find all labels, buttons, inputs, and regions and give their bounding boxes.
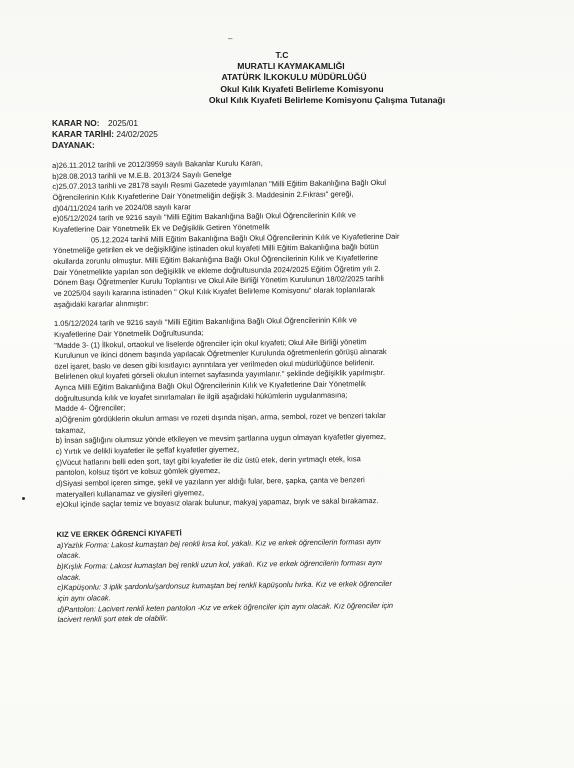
basis-item-e-1: e)05/12/2024 tarih ve 9216 sayılı "Milli Eğitim Bakanlığına Bağlı Okul Öğrencilerinin Kılık ve [52, 210, 356, 224]
article-line: Kurulunun ve ikinci dönem başında yapılacak Öğretmenler Kurulunda öğretmenlerin görüşü alınarak [54, 347, 387, 361]
uniform-line: c)Kapüşonlu: 3 iplik şardonlu/şardonsuz kumaştan bej renkli kapüşonlu hırka. Kız ve erkek öğrenciler [57, 579, 393, 593]
article-line: takamaz, [55, 425, 86, 435]
basis-item-e-2: Kıyafetlerine Dair Yönetmelik Ek ve Değişiklik Getiren Yönetmelik [52, 222, 270, 234]
uniform-line: için aynı olacak. [57, 593, 111, 603]
document-header [0, 50, 574, 106]
decision-date-label: KARAR TARİHİ: [52, 129, 115, 139]
header-line-minutes: Okul Kılık Kıyafeti Belirleme Komisyonu Çalışma Tutanağı [208, 94, 446, 105]
article-line: "Madde 3- (1) İlkokul, ortaokul ve liselerde öğrenciler için okul kıyafeti; Okul Aile Birliği yönetim [54, 336, 367, 350]
uniform-line: a)Yazlık Forma: Lakost kumaştan bej renkli kısa kol, yakalı. Kız ve erkek öğrencilerin forması aynı [56, 536, 381, 550]
article-line: Belirlenen okul kıyafeti görseli okulun internet sayfasında yayımlanır." şeklinde değişiklik yapılmıştır. [54, 368, 385, 382]
article-line: d)Siyasi sembol içeren simge, şekil ve yazıların yer aldığı fular, bere, şapka, çanta ve benzeri [55, 475, 365, 489]
article-line: Madde 4- Öğrenciler; [54, 403, 126, 414]
section-title-girls-boys: KIZ VE ERKEK ÖĞRENCİ KIYAFETİ [56, 528, 182, 539]
uniform-line: d)Pantolon: Lacivert renkli keten pantolon -Kız ve erkek öğrenciler için aynı olacak. Kız öğrenciler için [57, 600, 394, 614]
intro-line-3: okullarda zorunlu olmuştur. Milli Eğitim Bakanlığına Bağlı Okul Öğrencilerinin Kılık ve Kıyafetlerine [53, 252, 378, 266]
decision-no-label: KARAR NO: [52, 118, 100, 128]
decision-meta [52, 118, 158, 151]
intro-line-1: 05.12.2024 tarihli Milli Eğitim Bakanlığına Bağlı Okul Öğrencilerinin Kılık ve Kıyafetlerine Dair [90, 231, 400, 245]
article-line: doğrultusunda kılık ve kıyafet sınırlamaları ile ilgili aşağıdaki hükümlerin uygulanmasına; [54, 390, 348, 403]
intro-line-6: ve 2025/04 sayılı kararına istinaden " Okul Kılık Kıyafet Belirleme Komisyonu" olarak toplanılarak [53, 284, 375, 298]
uniform-line: b)Kışlık Forma: Lakost kumaştan bej renkli uzun kol, yakalı. Kız ve erkek öğrencilerin forması aynı [56, 557, 383, 571]
intro-line-4: Dair Yönetmelikte yapılan son değişiklik ve ekleme doğrultusunda 2024/2025 Eğitim Öğretim yılı 2. [53, 263, 381, 277]
basis-label: DAYANAK: [52, 140, 95, 150]
article-line: b) İnsan sağlığını olumsuz yönde etkileyen ve mevsim şartlarına uygun olmayan kıyafetler giyemez, [55, 432, 387, 446]
document-body [52, 155, 518, 625]
article-line: pantolon, kolsuz tişört ve kolsuz gömlek giyemez, [55, 466, 221, 478]
basis-item-d: d)04/11/2024 tarih ve 2024/08 sayılı karar [52, 201, 191, 213]
article-line: özel işaret, baskı ve desen gibi kısıtlayıcı ayrıntılara yer verilmeden okul müdürlüğünce belirlenir. [54, 357, 375, 371]
article-line: Ayrıca Milli Eğitim Bakanlığına Bağlı Okul Öğrencilerinin Kılık ve Kıyafetlerine Dair Yönetmelik [54, 379, 366, 393]
basis-item-b: b)28.08.2013 tarihli ve M.E.B. 2013/24 Sayılı Genelge [52, 169, 232, 181]
article-line: 1.05/12/2024 tarih ve 9216 sayılı "Milli Eğitim Bakanlığına Bağlı Okul Öğrencilerinin Kılık ve [53, 315, 357, 329]
article-line: Kıyafetlerine Dair Yönetmelik Doğrultusunda; [54, 328, 204, 339]
uniform-line: lacivert renkli şort etek de olabilir. [57, 613, 169, 625]
article-line: e)Okul içinde saçlar temiz ve boyasız olarak bulunur, makyaj yapamaz, bıyık ve sakal bırakamaz. [56, 496, 379, 510]
scan-mark: – [228, 34, 233, 43]
header-line-commission: Okul Kılık Kıyafeti Belirleme Komisyonu [220, 83, 384, 94]
scan-speck [22, 497, 25, 500]
header-line-tc: T.C [275, 50, 289, 60]
decision-date-value: 24/02/2025 [114, 129, 158, 139]
uniform-line: olacak. [57, 572, 81, 582]
basis-item-a: a)26.11.2012 tarihli ve 2012/3959 sayılı Bakanlar Kurulu Kararı, [52, 158, 263, 170]
basis-item-c-2: Öğrencilerinin Kılık Kıyafetlerine Dair Yönetmeliğin değişik 3. Maddesinin 2.Fıkrası" gereği, [52, 189, 354, 202]
uniform-line: olacak. [56, 550, 81, 561]
basis-item-c-1: c)25.07.2013 tarihli ve 28178 sayılı Resmi Gazetede yayımlanan "Milli Eğitim Bakanlığına Bağlı Okul [52, 178, 387, 192]
intro-line-7: aşağıdaki kararlar alınmıştır: [53, 298, 149, 309]
article-line: a)Öğrenim gördüklerin okulun arması ve rozeti dışında nişan, arma, sembol, rozet ve benzeri takılar [55, 411, 386, 425]
header-line-school: ATATÜRK İLKOKULU MÜDÜRLÜĞÜ [221, 72, 367, 83]
article-line: c) Yırtık ve delikli kıyafetler ile şeffaf kıyafetler giyemez, [55, 444, 240, 457]
article-line: materyalleri kullanamaz ve giysileri giyemez, [56, 487, 205, 499]
article-line: ç)Vücut hatlarını belli eden şort, tayt gibi kıyafetler ile diz üstü etek, derin yırtmaçlı etek, kısa [55, 453, 361, 467]
intro-line-2: Yönetmeliğe getirilen ek ve değişikliğine istinaden okul kıyafeti Milli Eğitim Bakanlığına bağlı bütün [53, 242, 379, 256]
header-line-office: MURATLI KAYMAKAMLIĞI [237, 61, 345, 72]
decision-no-value: 2025/01 [108, 118, 138, 128]
intro-line-5: Dönem Başı Öğretmenler Kurulu Toplantısı ve Okul Aile Birliği Yönetim Kurulunun 18/02/2025 tarihli [53, 274, 384, 288]
